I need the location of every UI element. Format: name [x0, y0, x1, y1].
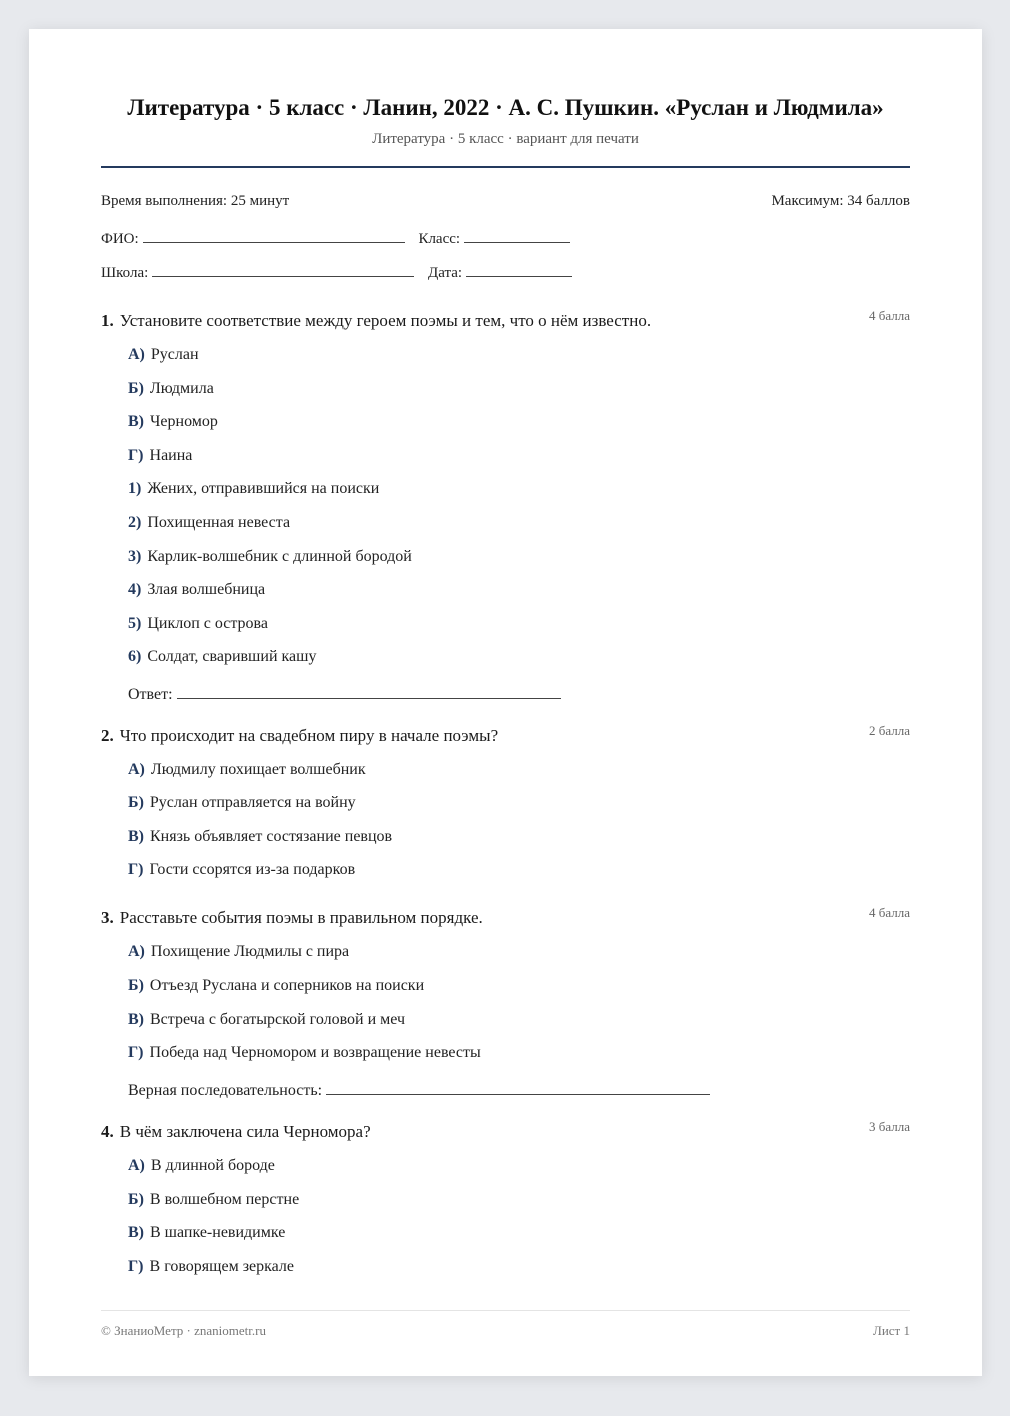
option-item [128, 615, 268, 633]
question-header [101, 905, 910, 928]
option-text: В шапке-невидимке [150, 1224, 286, 1241]
option-label: Г) [128, 447, 144, 464]
option-item [128, 1044, 481, 1062]
option-text: В волшебном перстне [149, 1191, 300, 1208]
option-text: Похищение Людмилы с пира [150, 943, 350, 960]
answer-row [128, 1078, 710, 1100]
option-item [128, 380, 214, 398]
max-score: Максимум: 34 баллов [771, 193, 910, 209]
answer-label: Верная последовательность: [128, 1082, 323, 1099]
question-text: Что происходит на свадебном пиру в начале поэмы? [119, 726, 499, 745]
fio-label: ФИО: [101, 231, 139, 247]
option-label: Г) [128, 1044, 144, 1061]
option-label: Б) [128, 794, 144, 811]
option-item [128, 861, 355, 879]
date-label: Дата: [428, 265, 463, 281]
option-text: Циклоп с острова [147, 615, 268, 632]
question-text: Расставьте события поэмы в правильном порядке. [119, 908, 483, 927]
option-item [128, 480, 379, 498]
option-item [128, 1191, 299, 1209]
option-label: 5) [128, 615, 142, 632]
school-field[interactable] [152, 260, 414, 277]
class-field[interactable] [464, 226, 570, 243]
option-label: А) [128, 943, 145, 960]
option-text: В говорящем зеркале [149, 1258, 294, 1275]
worksheet-page [29, 29, 982, 1376]
option-item [128, 761, 366, 779]
option-item [128, 447, 192, 465]
option-text: В длинной бороде [150, 1157, 275, 1174]
option-text: Князь объявляет состязание певцов [150, 828, 393, 845]
question-points: 4 балла [869, 308, 910, 323]
option-text: Руслан [150, 346, 199, 363]
option-label: 2) [128, 514, 142, 531]
option-text: Встреча с богатырской головой и меч [150, 1011, 406, 1028]
question-number: 2. [101, 726, 114, 745]
option-label: Г) [128, 861, 144, 878]
school-label: Школа: [101, 265, 149, 281]
option-label: А) [128, 761, 145, 778]
question-header [101, 1119, 910, 1142]
answer-row [128, 682, 561, 704]
option-label: А) [128, 346, 145, 363]
option-text: Злая волшебница [147, 581, 266, 598]
option-text: Жених, отправившийся на поиски [147, 480, 380, 497]
option-item [128, 581, 265, 599]
meta-row-name [101, 226, 910, 248]
question-number: 4. [101, 1122, 114, 1141]
option-text: Черномор [150, 413, 218, 430]
option-item [128, 514, 290, 532]
footer-page-number: Лист 1 [873, 1323, 910, 1338]
option-label: Б) [128, 977, 144, 994]
option-text: Людмила [149, 380, 214, 397]
option-item [128, 548, 412, 566]
option-text: Гости ссорятся из-за подарков [149, 861, 356, 878]
option-label: В) [128, 1011, 144, 1028]
option-item [128, 794, 356, 812]
option-label: 6) [128, 648, 142, 665]
question-number: 3. [101, 908, 114, 927]
option-label: А) [128, 1157, 145, 1174]
question-points: 4 балла [869, 905, 910, 920]
footer-copyright: © ЗнаниоМетр · znaniometr.ru [101, 1323, 266, 1338]
option-label: Б) [128, 1191, 144, 1208]
question-text: Установите соответствие между героем поэмы и тем, что о нём известно. [119, 311, 652, 330]
option-label: 3) [128, 548, 142, 565]
option-text: Карлик-волшебник с длинной бородой [147, 548, 412, 565]
option-item [128, 1224, 285, 1242]
option-text: Отъезд Руслана и соперников на поиски [149, 977, 425, 994]
option-text: Наина [149, 447, 193, 464]
option-text: Руслан отправляется на войну [149, 794, 356, 811]
footer-divider [101, 1310, 910, 1311]
option-text: Похищенная невеста [147, 514, 291, 531]
page-title: Литература · 5 класс · Ланин, 2022 · А. С. Пушкин. «Руслан и Людмила» [127, 95, 884, 120]
meta-row-school [101, 260, 910, 282]
class-label: Класс: [418, 231, 461, 247]
option-label: Г) [128, 1258, 144, 1275]
question-text: В чём заключена сила Черномора? [119, 1122, 371, 1141]
option-item [128, 828, 392, 846]
answer-label: Ответ: [128, 686, 173, 703]
question-points: 2 балла [869, 723, 910, 738]
question-1 [101, 308, 910, 703]
time-limit: Время выполнения: 25 минут [101, 193, 290, 209]
option-item [128, 346, 199, 364]
option-text: Людмилу похищает волшебник [150, 761, 366, 778]
option-item [128, 977, 424, 995]
question-4 [101, 1119, 910, 1275]
question-3 [101, 905, 910, 1099]
sequence-answer-field[interactable] [326, 1078, 710, 1095]
option-item [128, 943, 349, 961]
option-text: Солдат, сваривший кашу [147, 648, 317, 665]
option-label: 1) [128, 480, 142, 497]
page-subtitle: Литература · 5 класс · вариант для печати [372, 131, 639, 147]
option-item [128, 648, 316, 666]
answer-field[interactable] [177, 682, 561, 699]
option-item [128, 1157, 275, 1175]
option-label: Б) [128, 380, 144, 397]
date-field[interactable] [466, 260, 572, 277]
option-label: В) [128, 413, 144, 430]
option-text: Победа над Черномором и возвращение невесты [149, 1044, 481, 1061]
option-item [128, 413, 218, 431]
option-label: 4) [128, 581, 142, 598]
question-number: 1. [101, 311, 114, 330]
question-header [101, 308, 910, 331]
option-label: В) [128, 828, 144, 845]
fio-field[interactable] [143, 226, 405, 243]
header-divider [101, 166, 910, 168]
option-item [128, 1258, 294, 1276]
question-header [101, 723, 910, 746]
question-points: 3 балла [869, 1119, 910, 1134]
meta-row-time [101, 193, 910, 210]
question-2 [101, 723, 910, 878]
option-label: В) [128, 1224, 144, 1241]
option-item [128, 1011, 405, 1029]
